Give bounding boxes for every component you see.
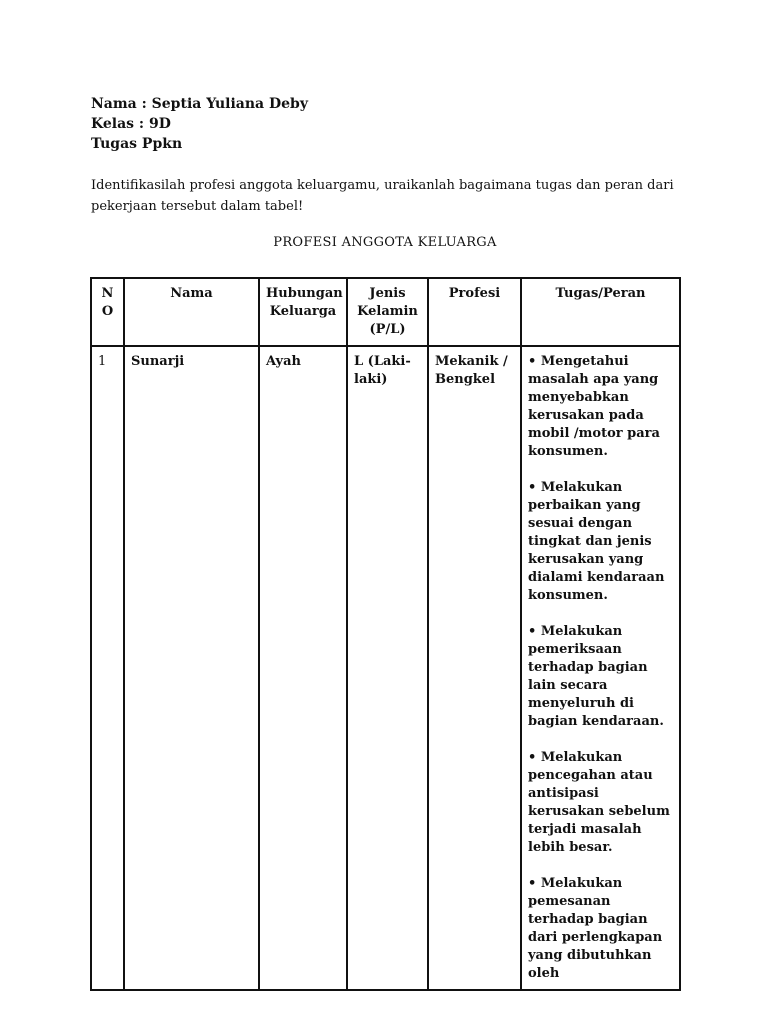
task-item: • Melakukan pemeriksaan terhadap bagian lain secara menyeluruh di bagian kendaraan.	[528, 624, 664, 729]
cell-profesi: Mekanik / Bengkel	[428, 346, 521, 990]
header-tugas: Tugas/Peran	[521, 278, 680, 346]
table-title: PROFESI ANGGOTA KELUARGA	[273, 235, 497, 250]
header-hubungan: Hubungan Keluarga	[259, 278, 347, 346]
task-item: • Melakukan perbaikan yang sesuai dengan tingkat dan jenis kerusakan yang dialami kendaraan konsumen.	[528, 480, 665, 603]
student-info	[91, 94, 308, 154]
cell-no: 1	[91, 346, 124, 990]
header-nama: Nama	[124, 278, 259, 346]
assignment-subject: Tugas Ppkn	[91, 136, 183, 152]
task-item: • Melakukan pemesanan terhadap bagian dari perlengkapan yang dibutuhkan oleh	[528, 876, 663, 981]
table-row	[91, 346, 680, 990]
profession-table	[90, 277, 681, 991]
task-item: • Melakukan pencegahan atau antisipasi kerusakan sebelum terjadi masalah lebih besar.	[528, 750, 670, 855]
cell-hubungan: Ayah	[259, 346, 347, 990]
header-jenis-kelamin: Jenis Kelamin (P/L)	[347, 278, 428, 346]
header-no: NO	[91, 278, 124, 346]
student-name: Nama : Septia Yuliana Deby	[91, 96, 308, 112]
cell-nama: Sunarji	[124, 346, 259, 990]
cell-tugas	[521, 346, 680, 990]
header-profesi: Profesi	[428, 278, 521, 346]
student-class: Kelas : 9D	[91, 116, 171, 132]
instruction-text: Identifikasilah profesi anggota keluargamu, uraikanlah bagaimana tugas dan peran dari pekerjaan tersebut dalam tabel!	[91, 178, 674, 214]
task-item: • Mengetahui masalah apa yang menyebabkan kerusakan pada mobil /motor para konsumen.	[528, 354, 660, 459]
table-header-row	[91, 278, 680, 346]
cell-jenis-kelamin: L (Laki-laki)	[347, 346, 428, 990]
